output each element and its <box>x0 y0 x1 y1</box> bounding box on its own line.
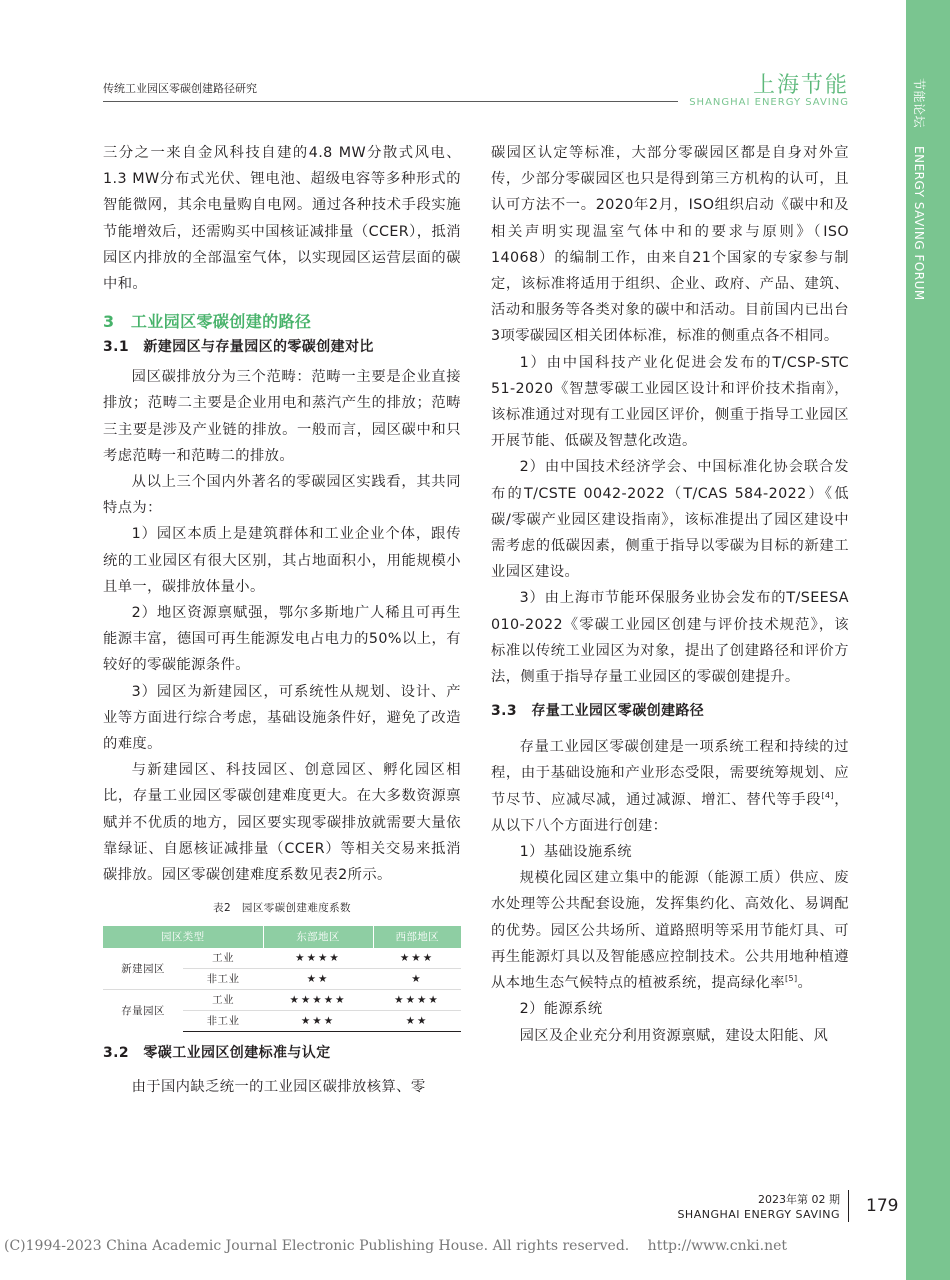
paragraph: 从以上三个国内外著名的零碳园区实践看，其共同特点为： <box>103 474 461 517</box>
paragraph: 3）园区为新建园区，可系统性从规划、设计、产业等方面进行综合考虑，基础设施条件好，避免了改造的难度。 <box>103 683 461 753</box>
paragraph-text: 规模化园区建立集中的能源（能源工质）供应、废水处理等公共配套设施，发挥集约化、高效化、易调配的优势。园区公共场所、道路照明等采用节能灯具、可再生能源灯具以及智能感应控制技术。公共用地种植遵从本地生态气候特点的植被系统，提高绿化率 <box>491 870 849 992</box>
table-header-cell: 园区类型 <box>103 926 263 948</box>
left-column <box>103 140 461 1100</box>
reference-mark: [5] <box>784 974 798 984</box>
table-cell: ★★ <box>263 969 373 990</box>
subsection-heading: 3.3 存量工业园区零碳创建路径 <box>491 703 705 720</box>
section-heading: 3 工业园区零碳创建的路径 <box>103 312 312 332</box>
table-row <box>103 948 461 969</box>
paragraph: 2）由中国技术经济学会、中国标准化协会联合发布的T/CSTE 0042-2022（T/CAS 584-2022）《低碳/零碳产业园区建设指南》，该标准提出了园区建设中需考虑的低碳因素，侧重于指导以零碳为目标的新建工业园区建设。 <box>491 459 849 581</box>
reference-mark: [4] <box>821 790 834 800</box>
subsection-heading: 3.1 新建园区与存量园区的零碳创建对比 <box>103 339 374 356</box>
table-cell: 非工业 <box>183 969 263 990</box>
paragraph: 与新建园区、科技园区、创意园区、孵化园区相比，存量工业园区零碳创建难度更大。在大多数资源禀赋并不优质的地方，园区要实现零碳排放就需要大量依靠绿证、自愿核证减排量（CCER）等相关交易来抵消碳排放。园区零碳创建难度系数见表2所示。 <box>103 762 461 884</box>
table-cell: 工业 <box>212 952 234 965</box>
running-title: 传统工业园区零碳创建路径研究 <box>103 82 257 95</box>
table-caption: 表2 园区零碳创建难度系数 <box>213 902 351 915</box>
journal-brand-en: SHANGHAI ENERGY SAVING <box>689 97 849 108</box>
header-rule <box>103 101 678 102</box>
table-group-cell: 新建园区 <box>121 962 165 975</box>
table-header-cell: 西部地区 <box>373 926 461 948</box>
side-section-label <box>911 78 928 301</box>
paragraph <box>491 734 849 839</box>
paragraph-text: ，从以下八个方面进行创建： <box>491 791 849 834</box>
table-cell: ★★ <box>373 1011 461 1032</box>
paragraph: 由于国内缺乏统一的工业园区碳排放核算、零 <box>131 1079 426 1096</box>
paragraph: 2）地区资源禀赋强，鄂尔多斯地广人稀且可再生能源丰富，德国可再生能源发电占电力的50%以上，有较好的零碳能源条件。 <box>103 605 461 674</box>
paragraph: 1）由中国科技产业化促进会发布的T/CSP-STC 51-2020《智慧零碳工业园区设计和评价技术指南》，该标准通过对现有工业园区评价，侧重于指导工业园区开展节能、低碳及智慧化改造。 <box>491 354 849 450</box>
footer-journal: SHANGHAI ENERGY SAVING <box>677 1208 840 1221</box>
paragraph-text: 。 <box>797 975 813 992</box>
paragraph: 3）由上海市节能环保服务业协会发布的T/SEESA 010-2022《零碳工业园区创建与评价技术规范》，该标准以传统工业园区为对象，提出了创建路径和评价方法，侧重于指导存量工业园区的零碳创建提升。 <box>491 590 849 686</box>
table-cell: ★★★★ <box>295 952 341 965</box>
paragraph: 碳园区认定等标准，大部分零碳园区都是自身对外宣传，少部分零碳园区也只是得到第三方机构的认可，且认可方法不一。2020年2月，ISO组织启动《碳中和及相关声明实现温室气体中和的要求与原则》（ISO 14068）的编制工作，由来自21个国家的专家参与制定，该标准将适用于组织、企业、政府、产品、建筑、活动和服务等各类对象的碳中和活动。目前国内已出台3项零碳园区相关团体标准，标准的侧重点各不相同。 <box>491 145 849 345</box>
paragraph: 1）园区本质上是建筑群体和工业企业个体，跟传统的工业园区有很大区别，其占地面积小，用能规模小且单一，碳排放体量小。 <box>103 526 461 595</box>
subsection-heading: 3.2 零碳工业园区创建标准与认定 <box>103 1045 331 1062</box>
table-cell: ★★★ <box>263 1011 373 1032</box>
table-cell: ★★★★★ <box>289 994 347 1007</box>
table-cell: ★★★ <box>399 952 435 965</box>
journal-brand-cn: 上海节能 <box>752 73 849 98</box>
table-cell: 非工业 <box>183 1011 263 1032</box>
table-cell: 工业 <box>212 994 234 1007</box>
table-header-cell: 东部地区 <box>263 926 373 948</box>
side-label-cn: 节能论坛 <box>912 78 926 129</box>
table-header-row <box>103 926 461 948</box>
paragraph <box>491 865 849 996</box>
paragraph: 三分之一来自金风科技自建的4.8 MW分散式风电、1.3 MW分布式光伏、锂电池、超级电容等多种形式的智能微网，其余电量购自电网。通过各种技术手段实施节能增效后，还需购买中国核证减排量（CCER），抵消园区内排放的全部温室气体，以实现园区运营层面的碳中和。 <box>103 145 461 293</box>
paragraph: 1）基础设施系统 <box>519 844 632 861</box>
paragraph: 2）能源系统 <box>519 1001 603 1018</box>
table-cell: ★★★★ <box>394 994 440 1007</box>
right-column <box>491 140 849 1049</box>
paragraph-text: 存量工业园区零碳创建是一项系统工程和持续的过程，由于基础设施和产业形态受限，需要统筹规划、应节尽节、应减尽减，通过减源、增汇、替代等手段 <box>491 739 849 808</box>
copyright-notice: (C)1994-2023 China Academic Journal Electronic Publishing House. All rights reserved. http://www.cnki.net <box>4 1238 788 1254</box>
footer-divider <box>848 1190 849 1222</box>
paragraph: 园区碳排放分为三个范畴：范畴一主要是企业直接排放；范畴二主要是企业用电和蒸汽产生的排放；范畴三主要是涉及产业链的排放。一般而言，园区碳中和只考虑范畴一和范畴二的排放。 <box>103 369 461 464</box>
difficulty-table <box>103 926 461 1032</box>
table-row <box>103 990 461 1011</box>
issue-label: 2023年第 02 期 <box>758 1193 840 1206</box>
table-cell: ★ <box>373 969 461 990</box>
paragraph: 园区及企业充分利用资源禀赋，建设太阳能、风 <box>519 1027 829 1044</box>
side-label-en: ENERGY SAVING FORUM <box>912 146 926 301</box>
table-group-cell: 存量园区 <box>121 1005 165 1018</box>
page-number: 179 <box>866 1196 899 1216</box>
